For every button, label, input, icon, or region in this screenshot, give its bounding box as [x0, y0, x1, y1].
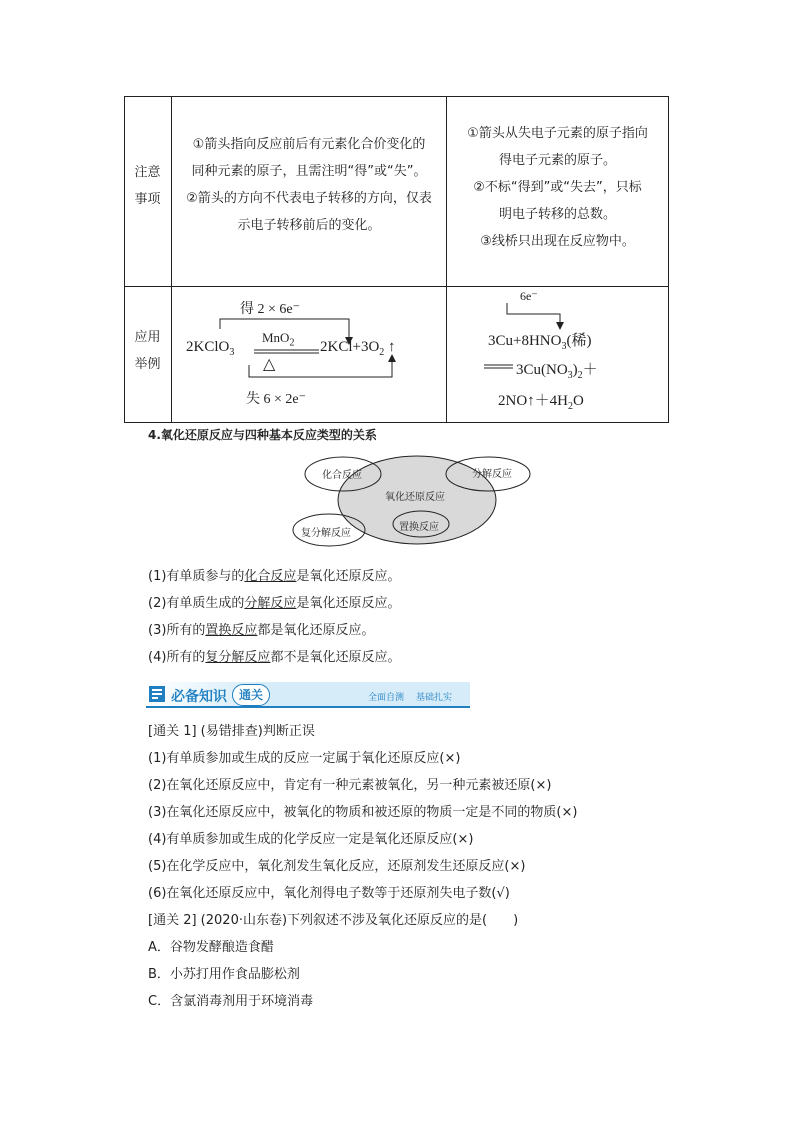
venn-label-combination: 化合反应	[322, 470, 362, 481]
single-line-3	[498, 389, 584, 412]
banner-tag-1: 全面自测	[368, 693, 405, 703]
double-bridge-notes	[172, 131, 446, 239]
product-text: 2NO↑＋4H	[498, 393, 568, 409]
rule-text: (4)所有的	[148, 650, 206, 665]
lhs-text: 2KClO	[186, 339, 230, 355]
judgement-item: (6)在氧化还原反应中，氧化剂得电子数等于还原剂失电子数(√)	[148, 886, 510, 901]
lhs-subscript: 3	[229, 347, 235, 358]
venn-label-double-decomposition: 复分解反应	[301, 528, 351, 539]
dilute-label: (稀)	[566, 333, 592, 349]
note-line: ②不标“得到”或“失去”，只标	[473, 180, 642, 195]
product-paren: )	[572, 362, 578, 378]
choice-option-b[interactable]: B．小苏打用作食品膨松剂	[148, 967, 300, 982]
heat-symbol: △	[263, 356, 276, 373]
judgement-item: (5)在化学反应中，氧化剂发生氧化反应，还原剂发生还原反应(×)	[148, 859, 526, 874]
lose-label: 失 6 × 2e⁻	[246, 392, 306, 407]
note-line: ③线桥只出现在反应物中。	[480, 234, 635, 249]
section-banner	[146, 682, 470, 708]
rule-text: (2)有单质生成的	[148, 596, 245, 611]
rule-3	[148, 619, 374, 638]
rule-1	[148, 565, 400, 584]
rule-text: 是氧化还原反应。	[296, 569, 401, 584]
judgement-item: (1)有单质参加或生成的反应一定属于氧化还原反应(×)	[148, 751, 461, 766]
notes-label-line: 事项	[134, 192, 161, 207]
rule-keyword: 化合反应	[244, 569, 297, 584]
venn-label-redox: 氧化还原反应	[385, 492, 445, 503]
comparison-table	[124, 96, 669, 423]
single-line-2	[516, 358, 598, 381]
note-line: ②箭头的方向不代表电子转移的方向，仅表	[186, 191, 432, 206]
product-subscript: 2	[568, 401, 573, 412]
judgement-item: (3)在氧化还原反应中，被氧化的物质和被还原的物质一定是不同的物质(×)	[148, 805, 578, 820]
note-line: 明电子转移的总数。	[498, 207, 616, 222]
table-border-top	[124, 96, 669, 97]
rule-2	[148, 592, 400, 611]
gas-arrow: ↑	[388, 339, 396, 355]
single-line-1	[488, 329, 591, 352]
notes-row-label	[124, 159, 171, 213]
venn-label-decomposition: 分解反应	[472, 469, 512, 480]
rule-keyword: 复分解反应	[205, 650, 271, 665]
single-bridge-notes	[447, 120, 668, 255]
gain-label: 得 2 × 6e⁻	[240, 302, 300, 317]
table-border-bottom	[124, 422, 669, 423]
section-4-heading: 4.氧化还原反应与四种基本反应类型的关系	[148, 428, 377, 442]
banner-tag-2: 基础扎实	[416, 693, 453, 703]
note-line: 同种元素的原子，且需注明“得”或“失”。	[191, 164, 427, 179]
note-line: 示电子转移前后的变化。	[237, 218, 381, 233]
practice-2-header: [通关 2] (2020·山东卷)下列叙述不涉及氧化还原反应的是( )	[148, 913, 519, 928]
catalyst-subscript: 2	[289, 337, 295, 349]
venn-label-displacement: 置换反应	[399, 522, 439, 533]
notes-label-line: 注意	[134, 165, 161, 180]
table-border-right	[668, 96, 669, 423]
product-text: 3Cu(NO	[516, 362, 568, 378]
rhs-subscript: 2	[379, 347, 385, 358]
example-label-line: 举例	[134, 357, 161, 372]
rule-keyword: 置换反应	[205, 623, 258, 638]
practice-1-header: [通关 1] (易错排查)判断正误	[148, 724, 315, 739]
product-subscript: 3	[567, 370, 573, 381]
choice-option-a[interactable]: A．谷物发酵酿造食醋	[148, 940, 274, 955]
banner-title: 必备知识	[171, 689, 227, 705]
plus-sign: ＋	[582, 362, 598, 378]
note-line: ①箭头指向反应前后有元素化合价变化的	[192, 137, 426, 152]
rule-text: (1)有单质参与的	[148, 569, 245, 584]
rule-4	[148, 646, 400, 665]
catalyst-text: MnO	[262, 330, 290, 345]
book-icon	[148, 685, 166, 703]
rule-keyword: 分解反应	[244, 596, 297, 611]
note-line: ①箭头从失电子元素的原子指向	[467, 126, 648, 141]
note-line: 得电子元素的原子。	[498, 153, 616, 168]
judgement-item: (2)在氧化还原反应中，肯定有一种元素被氧化，另一种元素被还原(×)	[148, 778, 552, 793]
example-label-line: 应用	[134, 330, 161, 345]
reactants-text: 3Cu+8HNO	[488, 333, 562, 349]
rule-text: (3)所有的	[148, 623, 206, 638]
catalyst-label	[262, 330, 294, 349]
product-text: O	[573, 393, 584, 409]
example-row-label	[124, 324, 171, 378]
product-subscript: 2	[577, 370, 583, 381]
judgement-item: (4)有单质参加或生成的化学反应一定是氧化还原反应(×)	[148, 832, 474, 847]
banner-badge: 通关	[232, 684, 270, 706]
double-rhs	[320, 339, 396, 358]
rule-text: 是氧化还原反应。	[296, 596, 401, 611]
rule-text: 都是氧化还原反应。	[257, 623, 375, 638]
rhs-text: 2KCl+3O	[320, 339, 380, 355]
double-lhs	[186, 339, 234, 358]
choice-option-c[interactable]: C．含氯消毒剂用于环境消毒	[148, 994, 314, 1009]
banner-underline	[146, 706, 470, 708]
electron-count: 6e⁻	[520, 289, 538, 303]
rule-text: 都不是氧化还原反应。	[270, 650, 401, 665]
reactants-subscript: 3	[561, 341, 567, 352]
